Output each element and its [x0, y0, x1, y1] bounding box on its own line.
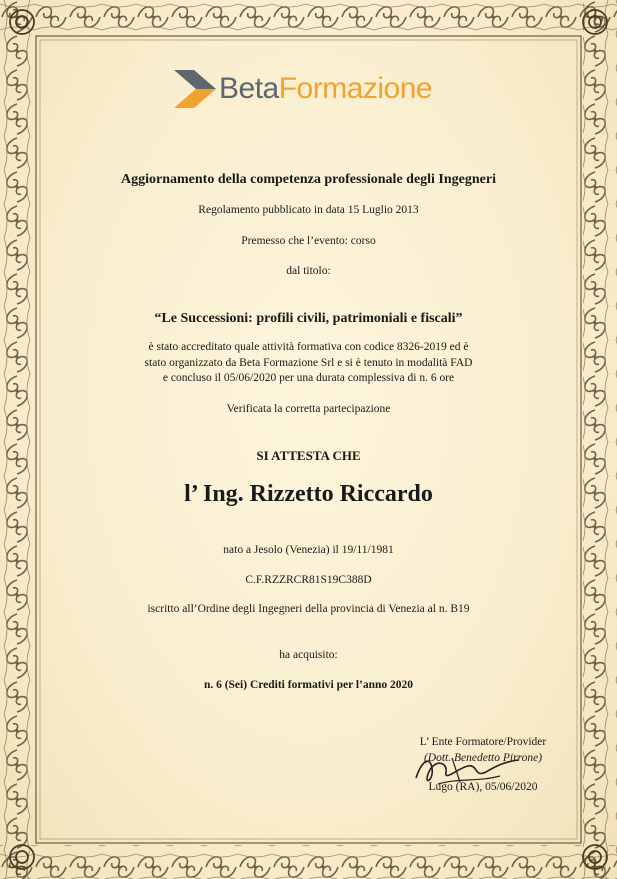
accreditation-line-1: è stato accreditato quale attività formativa con codice 8326-2019 ed è — [148, 341, 469, 353]
logo-wordmark — [219, 72, 432, 106]
registration-line: iscritto all’Ordine degli Ingegneri della provincia di Venezia al n. B19 — [147, 603, 470, 615]
course-title: “Le Successioni: profili civili, patrimoniali e fiscali” — [154, 311, 463, 326]
attesta-heading: SI ATTESTA CHE — [256, 448, 361, 463]
title-intro-line: dal titolo: — [286, 265, 331, 277]
accreditation-line-3: e concluso il 05/06/2020 per una durata complessiva di n. 6 ore — [162, 372, 455, 384]
logo-wordmark-beta: Beta — [219, 72, 279, 105]
verification-line: Verificata la corretta partecipazione — [226, 403, 391, 415]
accreditation-line-2: stato organizzato da Beta Formazione Srl e si è tenuto in modalità FAD — [144, 356, 473, 369]
place-date: Lugo (RA), 05/06/2020 — [428, 781, 538, 793]
logo-wordmark-formazione: Formazione — [278, 72, 433, 105]
accreditation-paragraph — [0, 340, 617, 387]
credits-line: n. 6 (Sei) Crediti formativi per l’anno 2020 — [203, 679, 414, 691]
acquired-line: ha acquisito: — [279, 649, 338, 661]
signer-name: (Dott. Benedetto Pirrone) — [423, 752, 543, 764]
recipient-name: l’ Ing. Rizzetto Riccardo — [184, 481, 433, 507]
regulation-line: Regolamento pubblicato in data 15 Luglio 2013 — [198, 204, 419, 216]
beta-formazione-arrow-logo-icon — [172, 68, 218, 110]
handwritten-signature-icon — [408, 738, 548, 798]
beta-formazione-logo — [172, 68, 452, 114]
fiscal-code-line: C.F.RZZRCR81S19C388D — [245, 574, 372, 586]
premise-line: Premesso che l’evento: corso — [241, 235, 376, 247]
provider-label: L’ Ente Formatore/Provider — [419, 736, 547, 748]
birth-line: nato a Jesolo (Venezia) il 19/11/1981 — [223, 544, 394, 556]
certificate-heading: Aggiornamento della competenza professionale degli Ingegneri — [121, 172, 496, 187]
